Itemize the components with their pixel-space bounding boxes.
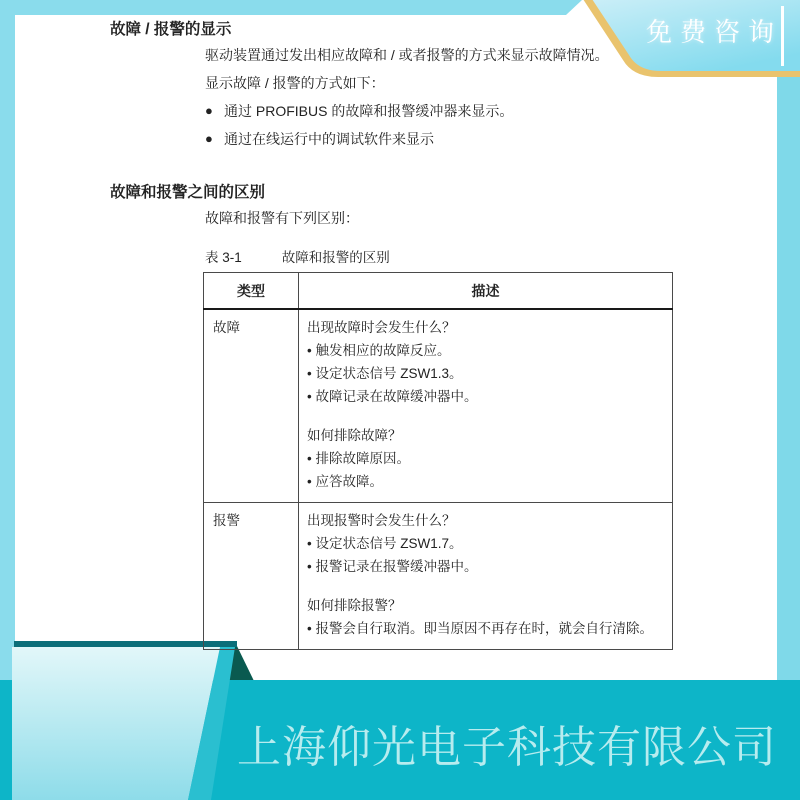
table-line: • 触发相应的故障反应。	[307, 343, 451, 358]
display-method-item	[205, 101, 513, 121]
fault-alarm-comparison-table	[203, 272, 673, 650]
table-line: 出现报警时会发生什么？	[307, 513, 456, 528]
table-caption-title: 故障和报警的区别	[281, 250, 390, 265]
table-row	[204, 503, 673, 650]
section-heading-fault-alarm-display: 故障 / 报警的显示	[110, 21, 232, 38]
company-name: 上海仰光电子科技有限公司	[237, 723, 777, 772]
top-frame-strip	[0, 0, 582, 15]
table-caption	[205, 246, 390, 266]
bullet-icon: ●	[205, 131, 213, 146]
table-line: 出现故障时会发生什么？	[307, 320, 456, 335]
table-line: • 报警记录在报警缓冲器中。	[307, 559, 478, 574]
row-description	[299, 309, 673, 503]
table-line: • 设定状态信号 ZSW1.7。	[307, 536, 463, 551]
right-frame-strip	[777, 76, 800, 682]
col-header-type: 类型	[204, 273, 299, 310]
bullet-icon: ●	[205, 103, 213, 118]
intro-paragraph: 驱动装置通过发出相应故障和 / 或者报警的方式来显示故障情况。	[205, 47, 609, 63]
comparison-table-body	[204, 309, 673, 650]
table-line: • 应答故障。	[307, 474, 383, 489]
row-type: 报警	[204, 503, 299, 650]
table-line: • 报警会自行取消。即当原因不再存在时，就会自行清除。	[307, 621, 653, 636]
display-method-text: 通过 PROFIBUS 的故障和报警缓冲器来显示。	[224, 103, 514, 119]
table-line-gap	[307, 578, 664, 594]
row-type: 故障	[204, 309, 299, 503]
table-line: • 设定状态信号 ZSW1.3。	[307, 366, 463, 381]
display-methods-lead: 显示故障 / 报警的方式如下：	[205, 75, 385, 91]
display-method-item	[205, 129, 434, 149]
table-header-row	[204, 273, 673, 310]
difference-lead: 故障和报警有下列区别：	[205, 210, 359, 226]
table-line: • 故障记录在故障缓冲器中。	[307, 389, 478, 404]
table-line: • 排除故障原因。	[307, 451, 410, 466]
table-caption-label: 表 3-1	[205, 250, 242, 265]
section-heading-difference: 故障和报警之间的区别	[110, 184, 266, 201]
table-line: 如何排除故障？	[307, 428, 402, 443]
table-line-gap	[307, 408, 664, 424]
table-line: 如何排除报警？	[307, 598, 402, 613]
display-method-text: 通过在线运行中的调试软件来显示	[224, 131, 434, 147]
free-consultation-badge[interactable]: 免费咨询	[646, 17, 783, 47]
ribbon-body	[12, 647, 220, 800]
row-description	[299, 503, 673, 650]
col-header-description: 描述	[299, 273, 673, 310]
table-row	[204, 309, 673, 503]
